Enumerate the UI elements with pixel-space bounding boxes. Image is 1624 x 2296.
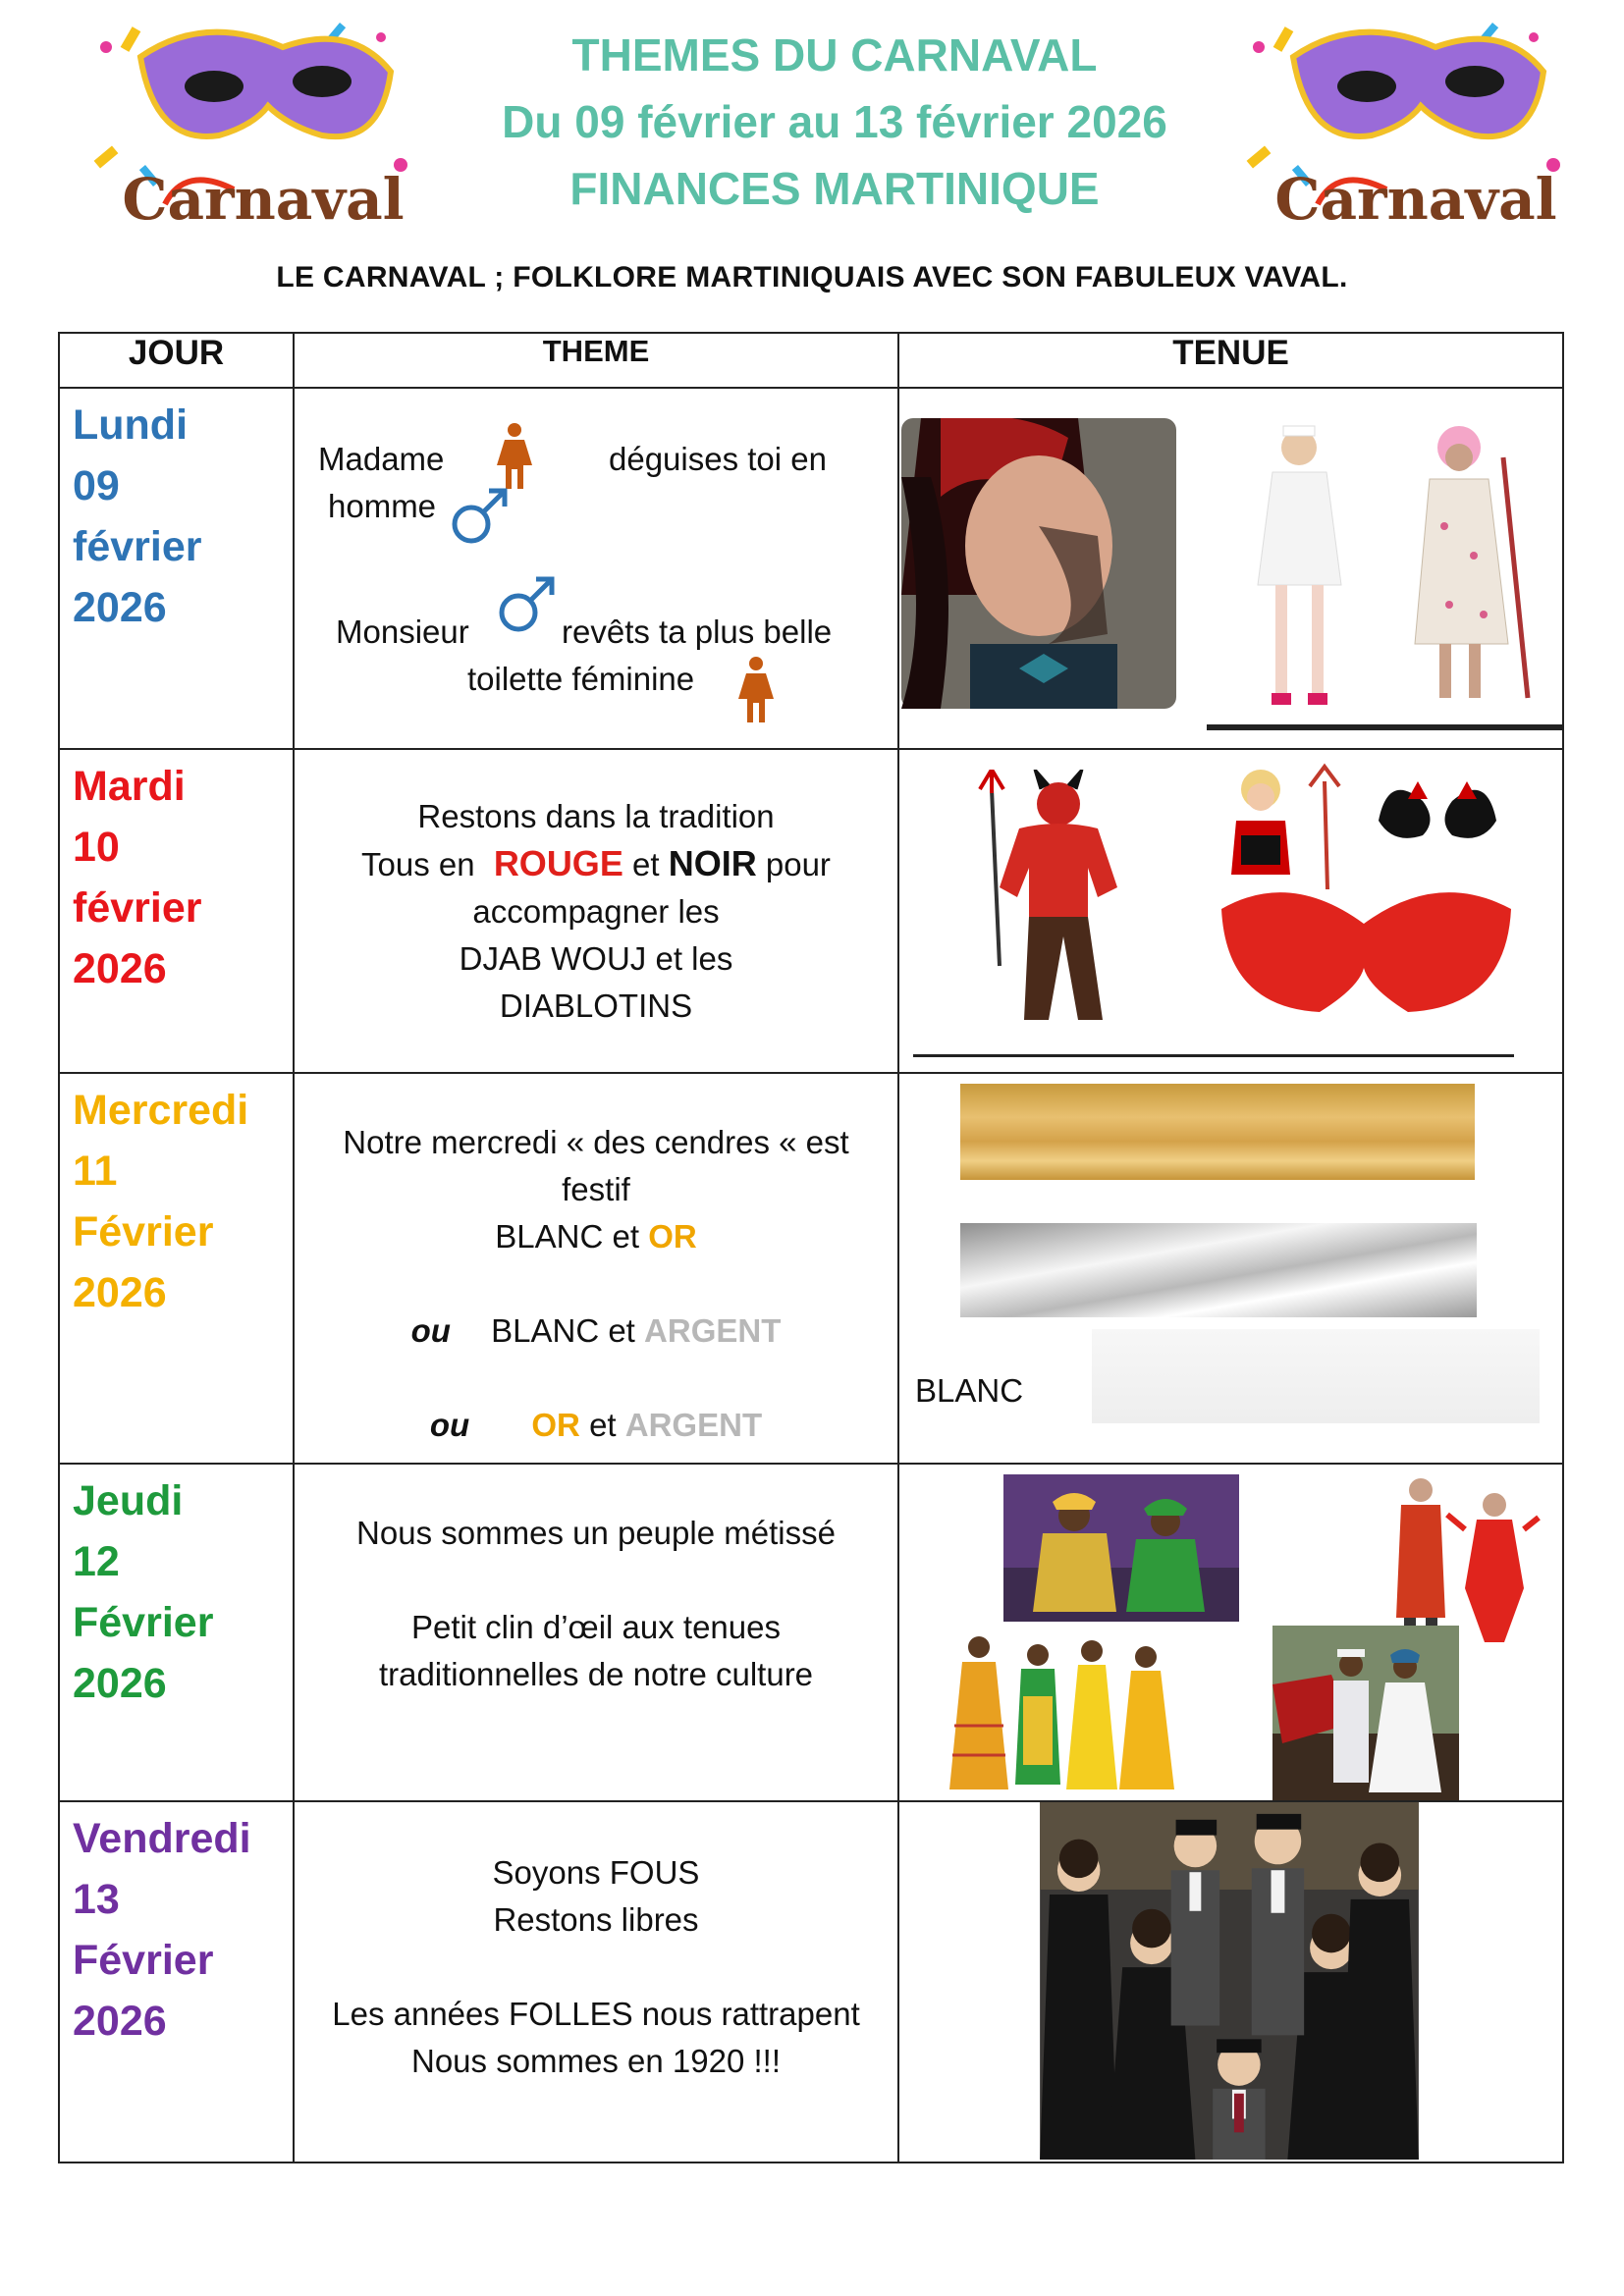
header-tenue: TENUE <box>898 333 1563 388</box>
theme-cell <box>294 1801 898 2163</box>
theme-text: Restons dans la tradition <box>417 798 775 834</box>
tenue-cell <box>898 749 1563 1073</box>
argent-label: ARGENT <box>644 1312 782 1349</box>
theme-text: Tous en ROUGE et NOIR pour <box>361 843 831 883</box>
noir-label: NOIR <box>668 843 757 883</box>
carnaval-logo-left <box>86 18 425 239</box>
theme-text: Petit clin d’œil aux tenues <box>410 1609 781 1645</box>
photo-grandma-costume <box>1390 418 1538 713</box>
carnaval-logo-text: Carnaval <box>1274 166 1557 233</box>
day-cell <box>59 1801 294 2163</box>
theme-text: Restons libres <box>493 1901 699 1938</box>
photo-roaring-twenties-group <box>1038 1802 1421 2160</box>
theme-text: DJAB WOUJ et les <box>459 940 733 977</box>
page-title <box>412 22 1257 222</box>
photo-devil-costume <box>970 770 1147 1035</box>
day-cell <box>59 388 294 749</box>
theme-text: ou BLANC et ARGENT <box>410 1312 782 1349</box>
theme-text: Les années FOLLES nous rattrapent <box>332 1996 860 2032</box>
carnival-schedule-table <box>58 332 1564 2163</box>
photo-madras-dresses <box>945 1628 1180 1794</box>
theme-text: homme <box>328 488 437 524</box>
table-row <box>59 749 1563 1073</box>
header-jour: JOUR <box>59 333 294 388</box>
table-header-row <box>59 333 1563 388</box>
theme-cell <box>294 388 898 749</box>
photo-african-couple <box>1003 1474 1239 1622</box>
day-label: Mercredi 11 Février 2026 <box>73 1087 249 1316</box>
theme-text: Monsieur <box>336 614 469 650</box>
female-symbol-icon <box>495 422 534 491</box>
theme-text: festif <box>562 1171 630 1207</box>
photo-devil-accessories <box>1212 762 1526 1027</box>
blanc-swatch-label: BLANC <box>915 1372 1024 1409</box>
day-cell <box>59 1464 294 1801</box>
table-row <box>59 1801 1563 2163</box>
day-cell <box>59 1073 294 1464</box>
theme-text: déguises toi en <box>609 441 827 477</box>
female-symbol-icon <box>736 656 776 724</box>
tenue-cell <box>898 1464 1563 1801</box>
theme-text: BLANC et OR <box>495 1218 697 1255</box>
white-swatch <box>1092 1329 1540 1423</box>
table-row <box>59 1073 1563 1464</box>
theme-cell <box>294 749 898 1073</box>
theme-text: DIABLOTINS <box>499 988 693 1024</box>
carnaval-logo-right <box>1239 18 1578 239</box>
day-label: Vendredi 13 Février 2026 <box>73 1815 251 2045</box>
rouge-label: ROUGE <box>493 843 623 883</box>
photo-crossdress-portrait <box>901 418 1176 709</box>
theme-cell <box>294 1464 898 1801</box>
day-label: Lundi 09 février 2026 <box>73 401 202 631</box>
day-label: Mardi 10 février 2026 <box>73 763 202 992</box>
theme-text: accompagner les <box>472 893 720 930</box>
photo-indian-costume <box>1367 1470 1543 1647</box>
tenue-cell <box>898 1801 1563 2163</box>
carnaval-logo-text: Carnaval <box>122 166 405 233</box>
theme-cell <box>294 1073 898 1464</box>
separator-line <box>1207 724 1564 730</box>
title-line-2: Du 09 février au 13 février 2026 <box>502 96 1167 147</box>
male-symbol-icon <box>450 487 509 546</box>
table-row <box>59 1464 1563 1801</box>
male-symbol-icon <box>497 575 556 634</box>
theme-text: toilette féminine <box>467 661 695 697</box>
day-cell <box>59 749 294 1073</box>
title-line-1: THEMES DU CARNAVAL <box>571 29 1098 80</box>
gold-swatch <box>960 1084 1475 1180</box>
tenue-cell <box>898 1073 1563 1464</box>
silver-swatch <box>960 1223 1477 1317</box>
photo-creole-couple <box>1272 1626 1459 1800</box>
theme-text: Soyons FOUS <box>492 1854 700 1891</box>
or-label: OR <box>648 1218 697 1255</box>
header-theme: THEME <box>294 333 898 388</box>
photo-nurse-costume <box>1228 418 1376 713</box>
theme-text: traditionnelles de notre culture <box>378 1656 814 1692</box>
theme-text: Nous sommes en 1920 !!! <box>410 2043 782 2079</box>
theme-text: revêts ta plus belle <box>562 614 833 650</box>
day-label: Jeudi 12 Février 2026 <box>73 1477 214 1707</box>
table-row <box>59 388 1563 749</box>
separator-line <box>913 1054 1514 1057</box>
theme-text: ou OR et ARGENT <box>429 1407 763 1443</box>
theme-text: Nous sommes un peuple métissé <box>356 1515 836 1551</box>
page-subtitle: LE CARNAVAL ; FOLKLORE MARTINIQUAIS AVEC SON FABULEUX VAVAL. <box>276 261 1348 294</box>
theme-text: Madame <box>318 441 445 477</box>
theme-text: Notre mercredi « des cendres « est <box>343 1124 849 1160</box>
tenue-cell <box>898 388 1563 749</box>
title-line-3: FINANCES MARTINIQUE <box>569 163 1100 214</box>
